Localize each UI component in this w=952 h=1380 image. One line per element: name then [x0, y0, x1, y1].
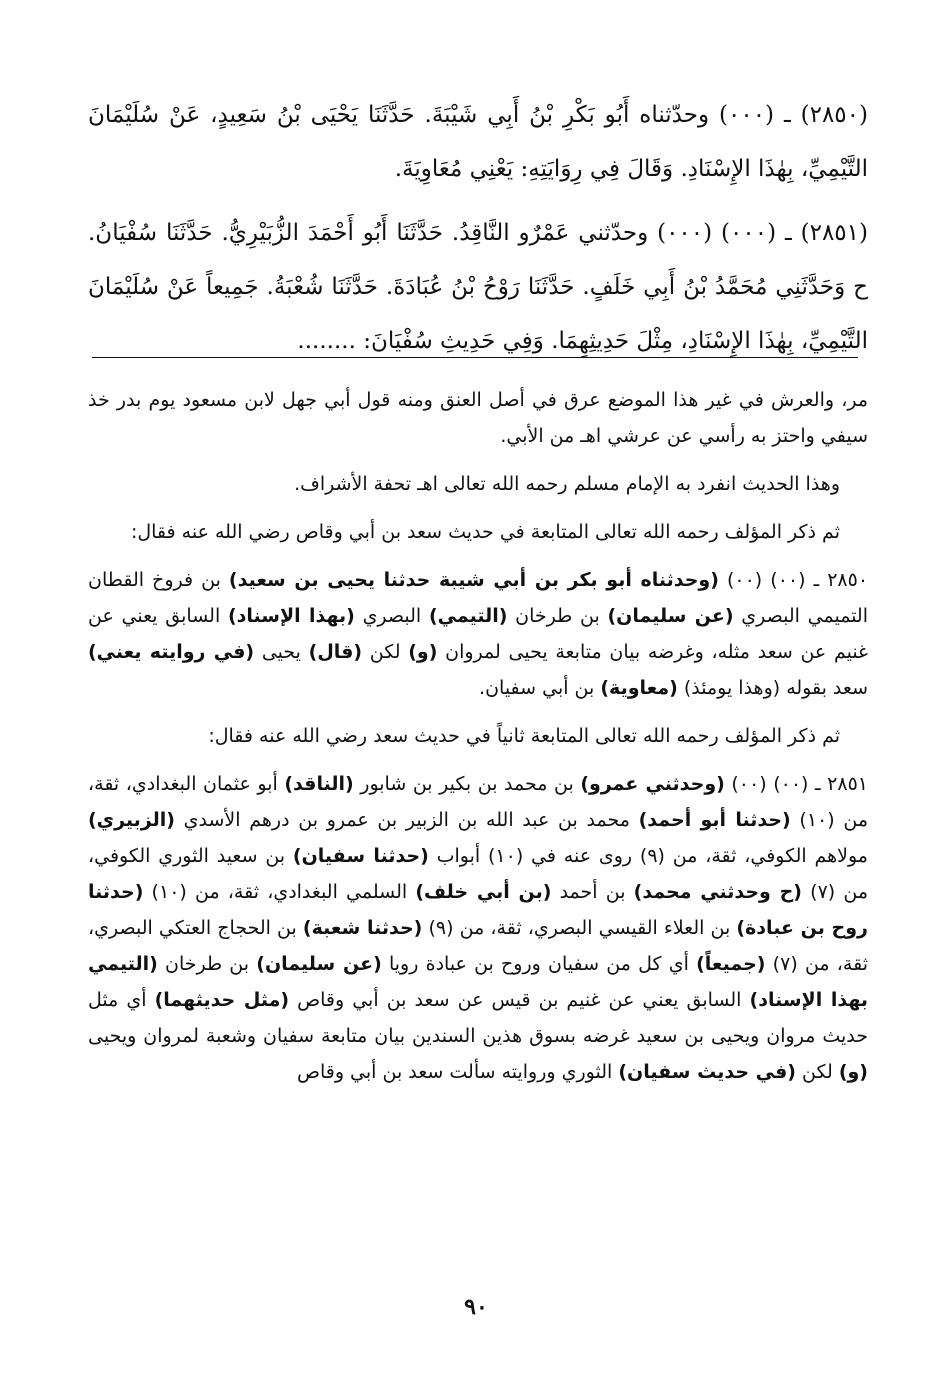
bold-quoted-segment: (قال)	[308, 641, 363, 663]
hadith-paragraph: (٢٨٥١) ـ (٠٠٠) (٠٠٠) وحدّثني عَمْرٌو النَّاقِدُ. حَدَّثَنَا أَبُو أَحْمَدَ الزُّبَيْرِيُّ. حَدَّثَنَا سُفْيَانُ. ح وَحَدَّثَنِي مُحَمَّدُ بْنُ أَبِي خَلَفٍ. حَدَّثَنَا رَوْحُ بْنُ عُبَادَةَ. حَدَّثَنَا شُعْبَةُ. جَمِيعاً عَنْ سُلَيْمَانَ التَّيْمِيِّ، بِهٰذَا الإِسْنَادِ، مِثْلَ حَدِيثِهِمَا. وَفِي حَدِيثِ سُفْيَانَ: ........	[88, 220, 868, 354]
text-segment: بن أحمد	[551, 881, 634, 903]
text-segment: سعد بقوله (وهذا يومئذ)	[677, 677, 868, 699]
text-segment: ٢٨٥١ ـ (٠٠) (٠٠)	[724, 773, 868, 795]
text-segment: البصري	[354, 605, 429, 627]
text-segment: أبو عثمان البغدادي، ثقة، من (١٠)	[88, 773, 869, 831]
text-segment: بن طرخان	[507, 605, 608, 627]
commentary-paragraph-2850	[88, 562, 868, 706]
text-segment: يحيى	[254, 641, 309, 663]
bold-quoted-segment: (و)	[408, 641, 438, 663]
text-segment: لكن	[795, 1061, 839, 1083]
bold-quoted-segment: (مثل حديثهما)	[154, 989, 290, 1011]
text-segment: السابق يعني عن غنيم عن سعد مثله، وغرضه بيان متابعة يحيى لمروان	[88, 605, 868, 663]
bold-quoted-segment: (حدثنا شعبة)	[302, 917, 423, 939]
bold-quoted-segment: (و)	[838, 1061, 868, 1083]
bold-quoted-segment: (وحدثناه أبو بكر بن أبي شيبة حدثنا يحيى بن سعيد)	[228, 569, 719, 591]
text-segment: السلمي البغدادي، ثقة، من (١٠)	[143, 881, 416, 903]
bold-quoted-segment: (حدثنا روح بن عبادة)	[88, 881, 868, 939]
bold-quoted-segment: (بن أبي خلف)	[415, 881, 552, 903]
bold-quoted-segment: (ح وحدثني محمد)	[633, 881, 802, 903]
text-segment: الثوري وروايته سألت سعد بن أبي وقاص	[296, 1061, 619, 1083]
commentary-paragraph: ثم ذكر المؤلف رحمه الله تعالى المتابعة ثانياً في حديث سعد رضي الله عنه فقال:	[208, 725, 840, 747]
bold-quoted-segment: (عن سليمان)	[256, 953, 382, 975]
page-number: ٩٠	[464, 1294, 488, 1320]
bold-quoted-segment: (في حديث سفيان)	[618, 1061, 796, 1083]
bold-quoted-segment: (عن سليمان)	[607, 605, 734, 627]
section-divider	[92, 357, 858, 358]
text-segment: بن الحجاج العتكي البصري، ثقة، من (٧)	[88, 917, 868, 975]
bold-quoted-segment: (جميعاً)	[696, 953, 766, 975]
bold-quoted-segment: (التيمي بهذا الإسناد)	[88, 953, 869, 1011]
text-segment: السابق يعني عن غنيم بن قيس عن سعد بن أبي وقاص	[289, 989, 750, 1011]
commentary-paragraph: وهذا الحديث انفرد به الإمام مسلم رحمه الله تعالى اهـ تحفة الأشراف.	[294, 473, 840, 495]
text-segment: بن طرخان	[157, 953, 257, 975]
bold-quoted-segment: (وحدثني عمرو)	[580, 773, 725, 795]
text-segment: بن العلاء القيسي البصري، ثقة، من (٩)	[422, 917, 737, 939]
text-segment: أي مثل حديث مروان ويحيى بن سعيد غرضه بسوق هذين السندين بيان متابعة سفيان وشعبة لمروان ويحيى	[88, 989, 868, 1047]
bold-quoted-segment: (حدثنا أبو أحمد)	[638, 809, 791, 831]
bold-quoted-segment: (الزبيري)	[88, 809, 175, 831]
text-segment: بن محمد بن بكير بن شابور	[353, 773, 581, 795]
text-segment: بن أبي سفيان.	[479, 677, 601, 699]
text-segment: ٢٨٥٠ ـ (٠٠) (٠٠)	[718, 569, 869, 591]
bold-quoted-segment: (في روايته يعني)	[88, 641, 255, 663]
commentary-section	[88, 382, 868, 1102]
text-segment: لكن	[362, 641, 409, 663]
bold-quoted-segment: (معاوية)	[600, 677, 678, 699]
bold-quoted-segment: (الناقد)	[284, 773, 354, 795]
hadith-text-section	[88, 88, 868, 378]
bold-quoted-segment: (حدثنا سفيان)	[292, 845, 429, 867]
bold-quoted-segment: (بهذا الإسناد)	[227, 605, 355, 627]
bold-quoted-segment: (التيمي)	[428, 605, 508, 627]
text-segment: محمد بن عبد الله بن الزبير بن عمرو بن درهم الأسدي	[174, 809, 639, 831]
commentary-paragraph-2851	[88, 766, 868, 1090]
text-segment: أي كل من سفيان وروح بن عبادة رويا	[381, 953, 697, 975]
text-segment: مولاهم الكوفي، ثقة، من (٩) روى عنه في (١٠) أبواب	[428, 845, 868, 867]
text-segment: بن سعيد الثوري الكوفي، من (٧)	[88, 845, 869, 903]
commentary-paragraph: مر، والعرش في غير هذا الموضع عرق في أصل العنق ومنه قول أبي جهل لابن مسعود يوم بدر خذ سيفي واحتز به رأسي عن عرشي اهـ من الأبي.	[88, 389, 868, 447]
commentary-paragraph: ثم ذكر المؤلف رحمه الله تعالى المتابعة في حديث سعد بن أبي وقاص رضي الله عنه فقال:	[130, 521, 840, 543]
hadith-paragraph: (٢٨٥٠) ـ (٠٠٠) وحدّثناه أَبُو بَكْرِ بْنُ أَبِي شَيْبَةَ. حَدَّثَنَا يَحْيَى بْنُ سَعِيدٍ، عَنْ سُلَيْمَانَ التَّيْمِيِّ، بِهٰذَا الإِسْنَادِ. وَقَالَ فِي رِوَايَتِهِ: يَعْنِي مُعَاوِيَةَ.	[88, 102, 868, 182]
text-segment: بن فروخ القطان التميمي البصري	[88, 569, 868, 627]
